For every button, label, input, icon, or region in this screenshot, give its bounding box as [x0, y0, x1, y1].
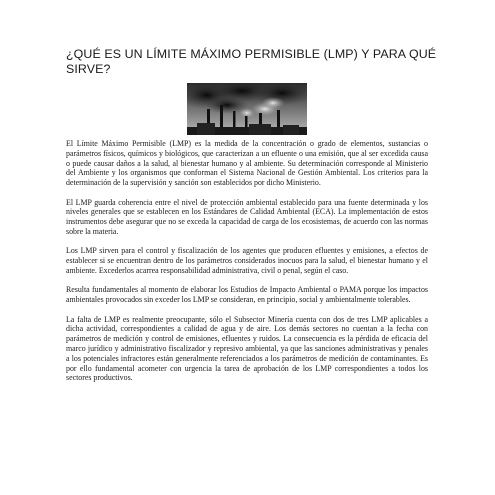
paragraph-2: El LMP guarda coherencia entre el nivel de protección ambiental establecido para una fuente determinada y los niveles generales que se establecen en los Estándares de Calidad Ambiental (ECA). La implementación de estos instrumentos debe asegurar que no se exceda la capacidad de carga de los ecosistemas, de acuerdo con las normas sobre la materia.: [66, 197, 428, 236]
paragraph-5: La falta de LMP es realmente preocupante, sólo el Subsector Minería cuenta con dos de tres LMP aplicables a dicha actividad, correspondientes a calidad de agua y de aire. Los demás sectores no cuentan a la fecha con parámetros de medición y control de emisiones, efluentes y ruidos. La consecuencia es la pérdida de eficacia del marco jurídico y administrativo fiscalizador y represivo ambiental, ya que las sanciones administrativas y penales a los potenciales infractores están generalmente referenciados a los parámetros de medición de contaminantes. Es por ello fundamental acometer con urgencia la tarea de aprobación de los LMP correspondientes a todos los sectores productivos.: [66, 314, 428, 383]
page-title: ¿QUÉ ES UN LÍMITE MÁXIMO PERMISIBLE (LMP) Y PARA QUÉ SIRVE?: [66, 47, 437, 76]
document-body: [66, 139, 428, 393]
factory-smokestack-photo: [187, 83, 307, 135]
smokestack-pollution-icon: [187, 83, 307, 135]
paragraph-3: Los LMP sirven para el control y fiscalización de los agentes que producen efluentes y emisiones, a efectos de establecer si se encuentran dentro de los parámetros considerados inocuos para la salud, el bienestar humano y el ambiente. Excederlos acarrea responsabilidad administrativa, civil o penal, según el caso.: [66, 246, 428, 275]
paragraph-1: El Límite Máximo Permisible (LMP) es la medida de la concentración o grado de elementos, sustancias o parámetros físicos, químicos y biológicos, que caracterizan a un efluente o una emisión, que al ser excedida causa o puede causar daños a la salud, al bienestar humano y al ambiente. Su determinación corresponde al Ministerio del Ambiente y los organismos que conforman el Sistema Nacional de Gestión Ambiental. Los criterios para la determinación de la supervisión y sanción son establecidos por dicho Ministerio.: [66, 139, 428, 188]
paragraph-4: Resulta fundamentales al momento de elaborar los Estudios de Impacto Ambiental o PAMA porque los impactos ambientales provocados sin exceder los LMP se consideran, en principio, social y ambientalmente tolerables.: [66, 285, 428, 305]
